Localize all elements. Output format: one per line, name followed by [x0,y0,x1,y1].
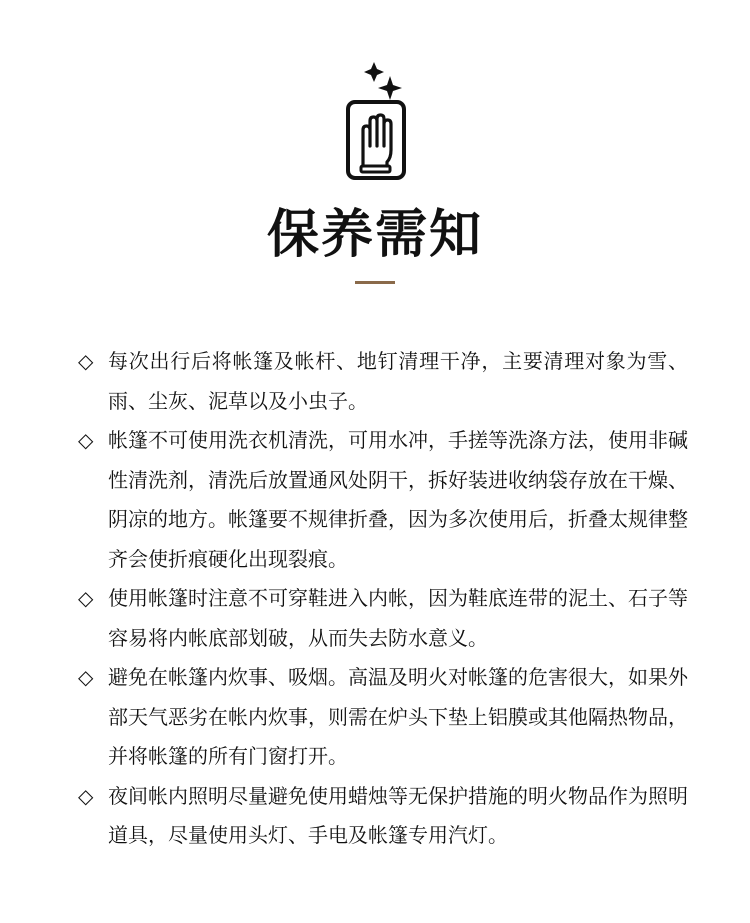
diamond-bullet-icon: ◇ [78,349,94,373]
cleaning-glove-sparkle-icon [336,58,416,188]
diamond-bullet-icon: ◇ [78,428,94,452]
title-divider [355,281,395,284]
care-note-text: 每次出行后将帐篷及帐杆、地钉清理干净，主要清理对象为雪、雨、尘灰、泥草以及小虫子。 [108,349,688,413]
diamond-bullet-icon: ◇ [78,665,94,689]
page-title: 保养需知 [266,205,483,265]
care-note-text: 避免在帐篷内炊事、吸烟。高温及明火对帐篷的危害很大，如果外部天气恶劣在帐内炊事，则需在炉头下垫上铝膜或其他隔热物品，并将帐篷的所有门窗打开。 [108,665,688,768]
care-note-item [78,579,688,658]
care-note-item [78,777,688,856]
diamond-bullet-icon: ◇ [78,586,94,610]
diamond-bullet-icon: ◇ [78,783,94,808]
care-note-text: 夜间帐内照明尽量避免使用蜡烛等无保护措施的明火物品作为照明道具，尽量使用头灯、手电及帐篷专用汽灯。 [108,783,688,847]
care-note-text: 帐篷不可使用洗衣机清洗，可用水冲，手搓等洗涤方法，使用非碱性清洗剂，清洗后放置通风处阴干，拆好装进收纳袋存放在干燥、阴凉的地方。帐篷要不规律折叠，因为多次使用后，折叠太规律整齐会使折痕硬化出现裂痕。 [108,428,688,571]
care-note-item [78,658,688,777]
care-note-item [78,342,688,421]
care-notes-list [78,342,688,856]
care-note-item [78,421,688,579]
care-note-text: 使用帐篷时注意不可穿鞋进入内帐，因为鞋底连带的泥土、石子等容易将内帐底部划破，从而失去防水意义。 [108,586,688,650]
